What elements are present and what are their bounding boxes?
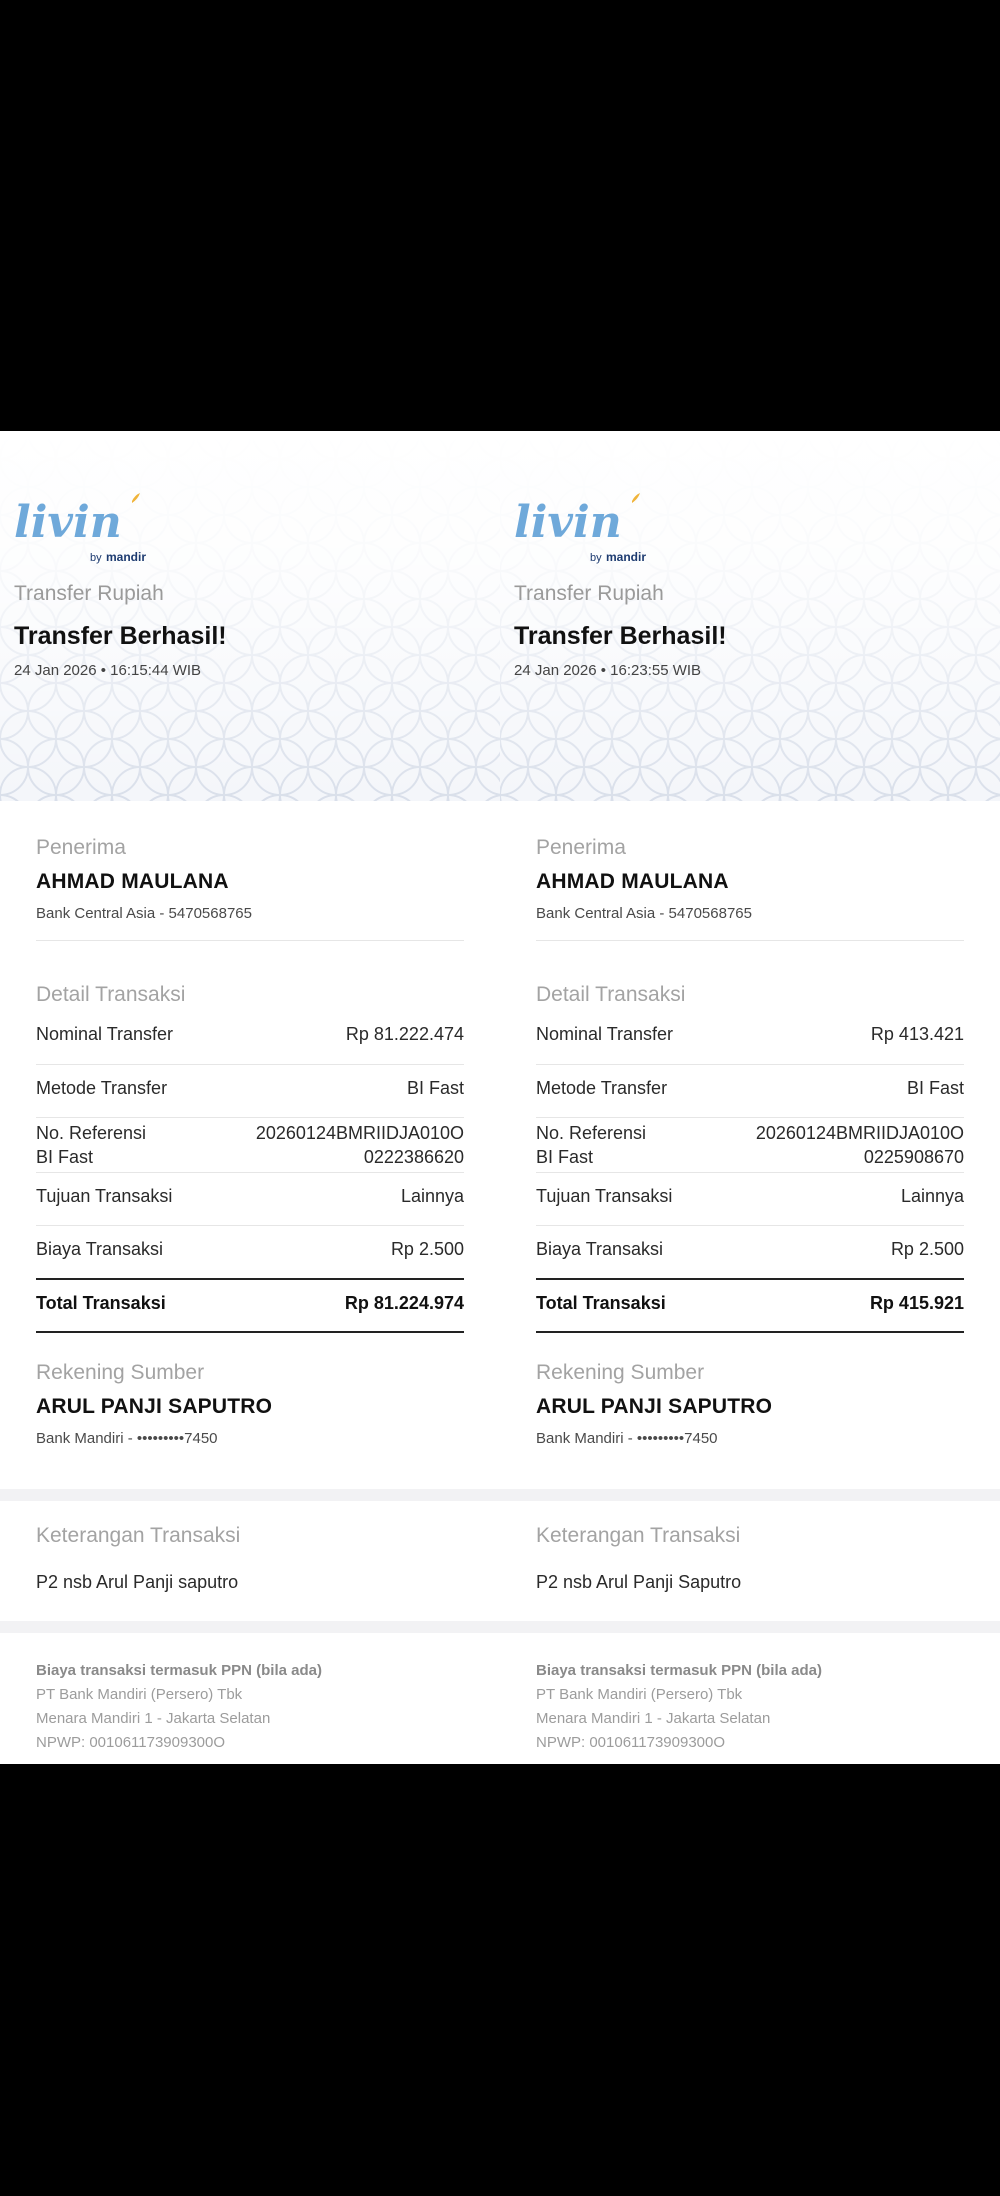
recipient-label: Penerima <box>36 836 126 859</box>
footer-address: Menara Mandiri 1 - Jakarta Selatan <box>536 1710 771 1727</box>
svg-text:livin: livin <box>514 497 622 548</box>
note-label: Keterangan Transaksi <box>536 1524 741 1547</box>
detail-label: Detail Transaksi <box>536 983 686 1006</box>
svg-text:by: by <box>590 552 602 564</box>
method-label: Metode Transfer <box>36 1078 168 1098</box>
total-value: Rp 81.224.974 <box>344 1293 464 1313</box>
divider <box>36 1172 464 1173</box>
reference-label-1: No. Referensi <box>536 1123 647 1143</box>
reference-label-2: BI Fast <box>536 1147 594 1167</box>
divider <box>536 1225 964 1226</box>
source-name: ARUL PANJI SAPUTRO <box>36 1395 273 1418</box>
receipt-header <box>500 431 1000 801</box>
purpose-value: Lainnya <box>900 1186 964 1206</box>
note-label: Keterangan Transaksi <box>36 1524 241 1547</box>
footer-npwp: NPWP: 001061173909300O <box>536 1734 726 1751</box>
total-label: Total Transaksi <box>536 1293 666 1313</box>
transaction-datetime: 24 Jan 2026 • 16:23:55 WIB <box>514 662 702 679</box>
reference-value-1: 20260124BMRIIDJA010O <box>755 1123 964 1143</box>
footer-company: PT Bank Mandiri (Persero) Tbk <box>536 1686 743 1703</box>
batik-pattern-background <box>500 431 1000 801</box>
footer-address: Menara Mandiri 1 - Jakarta Selatan <box>36 1710 271 1727</box>
footer-info <box>36 1659 476 1755</box>
note-section <box>36 1524 464 1593</box>
divider <box>536 1117 964 1118</box>
divider <box>36 1225 464 1226</box>
method-value: BI Fast <box>406 1078 464 1098</box>
purpose-row <box>36 1186 464 1207</box>
nominal-value: Rp 413.421 <box>870 1024 964 1044</box>
method-label: Metode Transfer <box>536 1078 668 1098</box>
section-separator <box>500 1621 1000 1633</box>
recipient-section <box>36 836 464 922</box>
transfer-receipt-1 <box>0 431 500 1764</box>
divider <box>36 1064 464 1065</box>
svg-text:mandiri: mandiri <box>106 550 146 564</box>
reference-value-2: 0225908670 <box>863 1147 964 1167</box>
livin-by-mandiri-logo <box>14 489 146 567</box>
status-title: Transfer Berhasil! <box>14 622 227 650</box>
divider <box>36 1117 464 1118</box>
recipient-label: Penerima <box>536 836 626 859</box>
divider <box>36 940 464 941</box>
footer-tax-note: Biaya transaksi termasuk PPN (bila ada) <box>36 1662 322 1679</box>
section-separator <box>500 1489 1000 1501</box>
total-label: Total Transaksi <box>36 1293 166 1313</box>
recipient-section <box>536 836 964 922</box>
nominal-label: Nominal Transfer <box>36 1024 174 1044</box>
purpose-label: Tujuan Transaksi <box>36 1186 173 1206</box>
divider <box>536 940 964 941</box>
note-value: P2 nsb Arul Panji saputro <box>36 1572 239 1592</box>
livin-logo-mark <box>514 489 646 567</box>
receipts-screenshot <box>0 431 1000 1764</box>
source-name: ARUL PANJI SAPUTRO <box>536 1395 773 1418</box>
total-row <box>536 1293 964 1314</box>
transfer-type: Transfer Rupiah <box>14 582 164 605</box>
nominal-row <box>536 1024 964 1045</box>
purpose-value: Lainnya <box>400 1186 464 1206</box>
source-label: Rekening Sumber <box>36 1361 205 1384</box>
livin-by-mandiri-logo <box>514 489 646 567</box>
fee-label: Biaya Transaksi <box>536 1239 664 1259</box>
total-value: Rp 415.921 <box>869 1293 964 1313</box>
footer-tax-note: Biaya transaksi termasuk PPN (bila ada) <box>536 1662 822 1679</box>
fee-value: Rp 2.500 <box>390 1239 464 1259</box>
source-account: Bank Mandiri - •••••••••7450 <box>536 1430 718 1447</box>
receipt-body <box>0 801 500 1764</box>
status-title: Transfer Berhasil! <box>514 622 727 650</box>
livin-logo-mark <box>14 489 146 567</box>
fee-label: Biaya Transaksi <box>36 1239 164 1259</box>
fee-row <box>536 1239 964 1260</box>
method-row <box>536 1078 964 1099</box>
transaction-datetime: 24 Jan 2026 • 16:15:44 WIB <box>14 662 202 679</box>
source-account: Bank Mandiri - •••••••••7450 <box>36 1430 218 1447</box>
transfer-type: Transfer Rupiah <box>514 582 664 605</box>
purpose-label: Tujuan Transaksi <box>536 1186 673 1206</box>
svg-text:mandiri: mandiri <box>606 550 646 564</box>
recipient-bank: Bank Central Asia - 5470568765 <box>36 905 252 922</box>
reference-label-1: No. Referensi <box>36 1123 147 1143</box>
reference-row <box>36 1121 464 1169</box>
recipient-bank: Bank Central Asia - 5470568765 <box>536 905 752 922</box>
svg-text:livin: livin <box>14 497 122 548</box>
note-section <box>536 1524 964 1593</box>
recipient-name: AHMAD MAULANA <box>36 870 229 893</box>
divider-total-top <box>536 1278 964 1280</box>
divider <box>536 1064 964 1065</box>
receipt-header <box>0 431 500 801</box>
nominal-value: Rp 81.222.474 <box>345 1024 464 1044</box>
divider <box>536 1172 964 1173</box>
source-account-section <box>36 1361 464 1447</box>
recipient-name: AHMAD MAULANA <box>536 870 729 893</box>
method-value: BI Fast <box>906 1078 964 1098</box>
footer-info <box>536 1659 976 1755</box>
detail-label: Detail Transaksi <box>36 983 186 1006</box>
reference-value-1: 20260124BMRIIDJA010O <box>255 1123 464 1143</box>
section-separator <box>0 1489 500 1501</box>
reference-label-2: BI Fast <box>36 1147 94 1167</box>
footer-npwp: NPWP: 001061173909300O <box>36 1734 226 1751</box>
reference-row <box>536 1121 964 1169</box>
source-label: Rekening Sumber <box>536 1361 705 1384</box>
section-separator <box>0 1621 500 1633</box>
footer-company: PT Bank Mandiri (Persero) Tbk <box>36 1686 243 1703</box>
note-value: P2 nsb Arul Panji Saputro <box>536 1572 742 1592</box>
divider-total-top <box>36 1278 464 1280</box>
receipt-body <box>500 801 1000 1764</box>
nominal-label: Nominal Transfer <box>536 1024 674 1044</box>
purpose-row <box>536 1186 964 1207</box>
divider-total-bottom <box>36 1331 464 1333</box>
divider-total-bottom <box>536 1331 964 1333</box>
fee-value: Rp 2.500 <box>890 1239 964 1259</box>
nominal-row <box>36 1024 464 1045</box>
method-row <box>36 1078 464 1099</box>
total-row <box>36 1293 464 1314</box>
transfer-receipt-2 <box>500 431 1000 1764</box>
source-account-section <box>536 1361 964 1447</box>
fee-row <box>36 1239 464 1260</box>
reference-value-2: 0222386620 <box>363 1147 464 1167</box>
batik-pattern-background <box>0 431 500 801</box>
svg-text:by: by <box>90 552 102 564</box>
